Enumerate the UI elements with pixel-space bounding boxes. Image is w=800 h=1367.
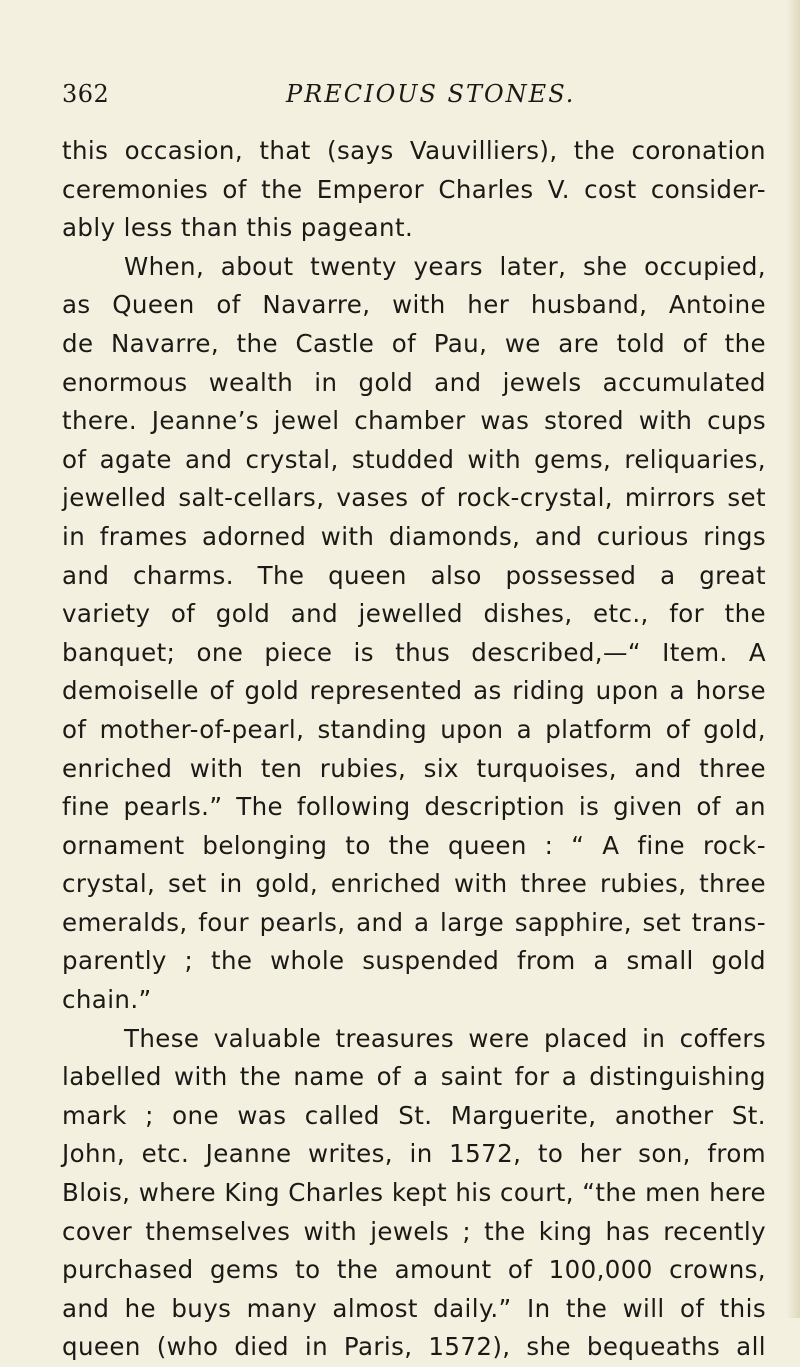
paragraph-first-line: These valuable treasures were placed in coffers bbox=[124, 1023, 766, 1053]
text-line: mark ; one was called St. Marguerite, another St. bbox=[62, 1100, 766, 1130]
text-line: demoiselle of gold represented as riding upon a horse bbox=[62, 676, 766, 706]
body-text bbox=[62, 132, 766, 1367]
text-line: chain.” bbox=[62, 985, 152, 1015]
text-line: cover themselves with jewels ; the king has recently bbox=[62, 1216, 766, 1246]
text-line: of agate and crystal, studded with gems, reliquaries, bbox=[62, 444, 766, 474]
text-line: queen (who died in Paris, 1572), she bequeaths all bbox=[62, 1332, 766, 1362]
text-line: this occasion, that (says Vauvilliers), the coronation bbox=[62, 136, 766, 165]
text-line: as Queen of Navarre, with her husband, Antoine bbox=[62, 290, 766, 320]
text-line: there. Jeanne’s jewel chamber was stored with cups bbox=[62, 406, 766, 436]
text-line: variety of gold and jewelled dishes, etc., for the bbox=[62, 599, 766, 629]
text-line: de Navarre, the Castle of Pau, we are told of the bbox=[62, 328, 766, 358]
text-line: enriched with ten rubies, six turquoises, and three bbox=[62, 753, 766, 783]
page-edge-shadow bbox=[786, 0, 800, 1318]
text-line: crystal, set in gold, enriched with three rubies, three bbox=[62, 869, 766, 899]
page-header bbox=[62, 76, 762, 116]
text-line: fine pearls.” The following description is given of an bbox=[62, 792, 766, 822]
text-line: labelled with the name of a saint for a distinguishing bbox=[62, 1062, 766, 1092]
text-line: in frames adorned with diamonds, and curious rings bbox=[62, 521, 766, 551]
text-line: parently ; the whole suspended from a small gold bbox=[62, 946, 766, 976]
page-number: 362 bbox=[62, 80, 110, 108]
text-line: John, etc. Jeanne writes, in 1572, to her son, from bbox=[62, 1139, 766, 1169]
text-line: of mother-of-pearl, standing upon a platform of gold, bbox=[62, 714, 766, 744]
text-line: banquet; one piece is thus described,—“ Item. A bbox=[62, 637, 766, 667]
text-line: jewelled salt-cellars, vases of rock-crystal, mirrors set bbox=[62, 483, 766, 513]
text-line: ornament belonging to the queen : “ A fine rock- bbox=[62, 830, 766, 860]
text-line: enormous wealth in gold and jewels accumulated bbox=[62, 367, 766, 397]
text-line: ceremonies of the Emperor Charles V. cost consider- bbox=[62, 174, 766, 204]
running-head: PRECIOUS STONES. bbox=[286, 80, 576, 108]
text-line: purchased gems to the amount of 100,000 crowns, bbox=[62, 1255, 766, 1285]
text-line: ably less than this pageant. bbox=[62, 213, 414, 243]
paragraph-first-line: When, about twenty years later, she occupied, bbox=[124, 251, 766, 281]
text-line: emeralds, four pearls, and a large sapphire, set trans- bbox=[62, 907, 766, 937]
text-line: and he buys many almost daily.” In the will of this bbox=[62, 1293, 766, 1323]
text-line: and charms. The queen also possessed a great bbox=[62, 560, 766, 590]
text-line: Blois, where King Charles kept his court, “the men here bbox=[62, 1178, 766, 1208]
